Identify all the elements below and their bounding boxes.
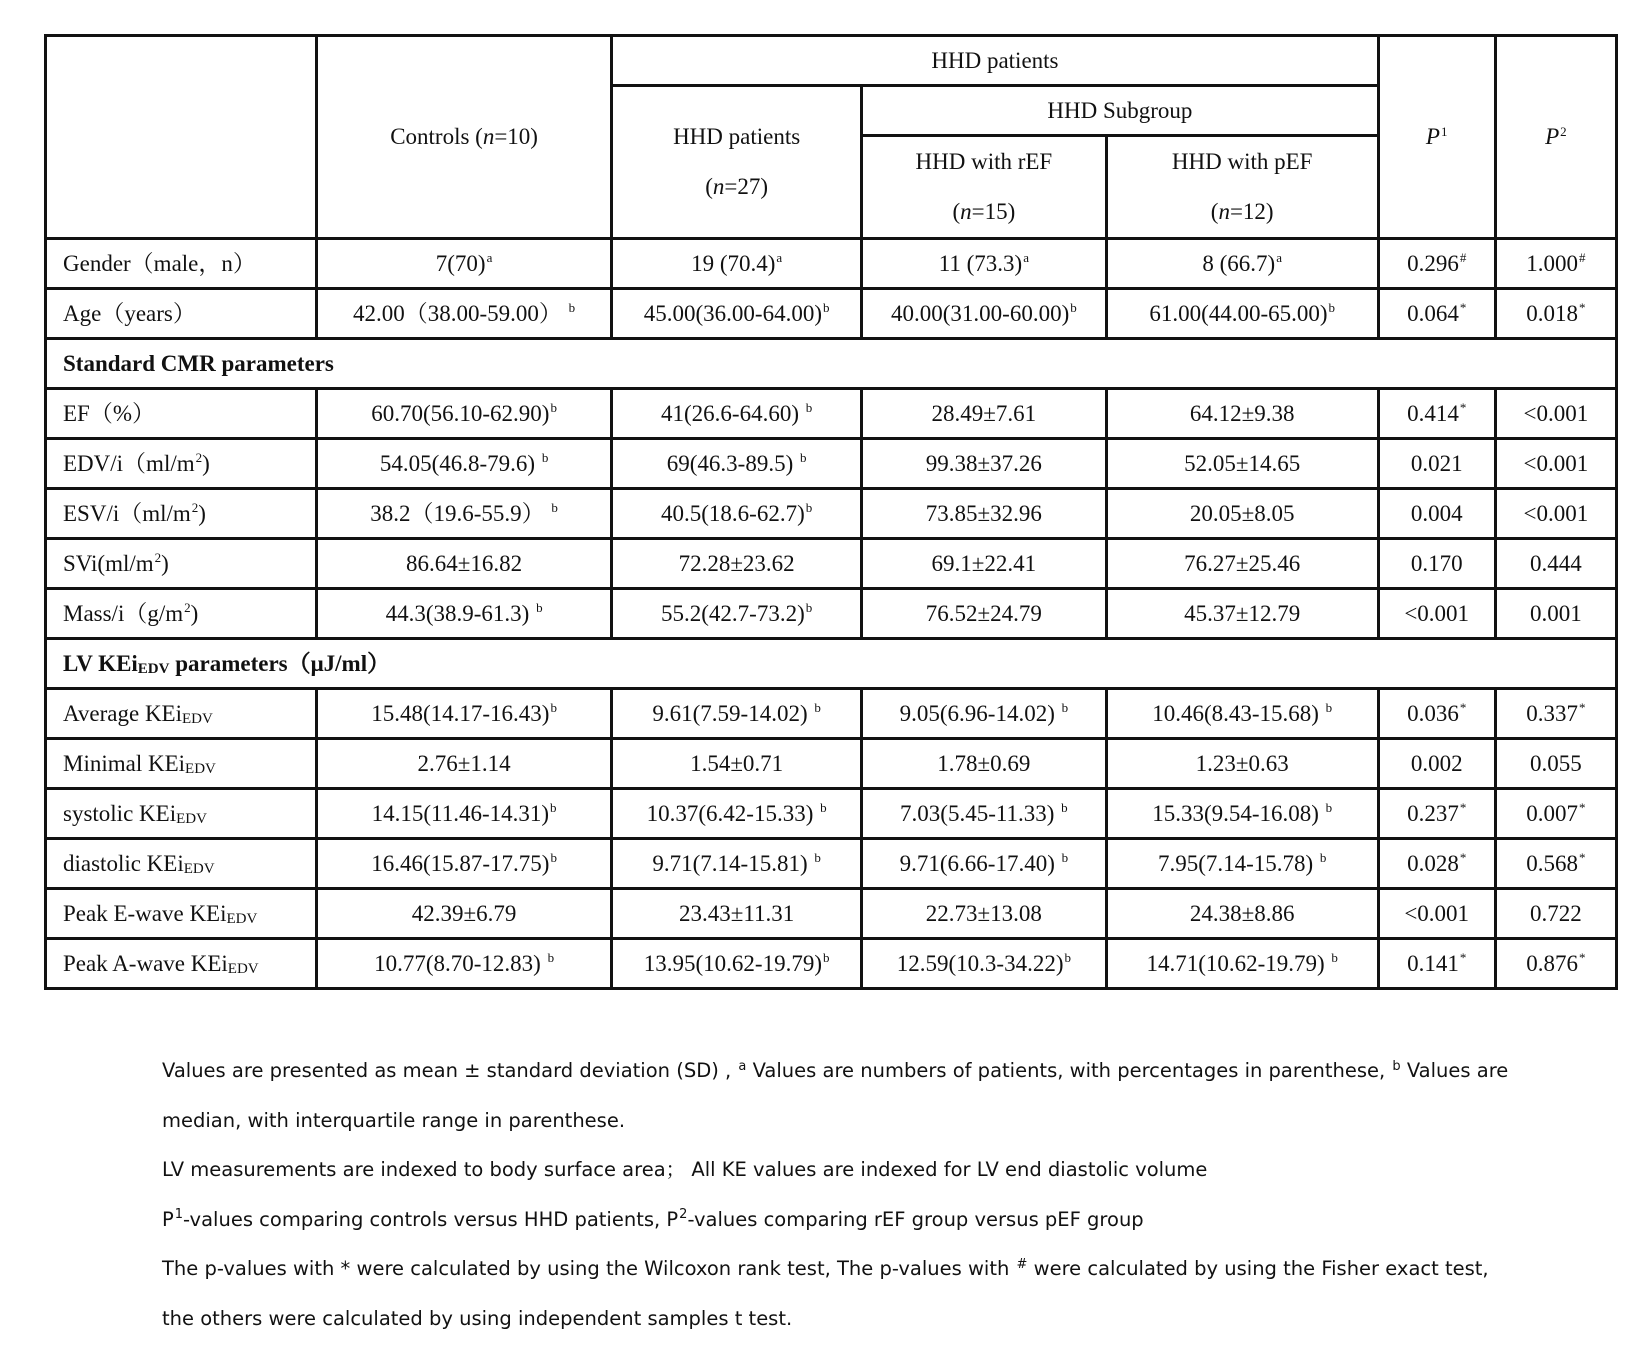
- cell: <0.001: [1378, 889, 1495, 939]
- cell: 0.036*: [1378, 689, 1495, 739]
- cell: 72.28±23.62: [612, 539, 862, 589]
- table-row-edv: [46, 439, 1617, 489]
- table-row-peak-e: [46, 889, 1617, 939]
- cell: 1.78±0.69: [862, 739, 1107, 789]
- row-label: EF（%）: [46, 389, 317, 439]
- row-label: Mass/$i(g/m^2)$: [46, 589, 317, 639]
- section-title: Standard CMR parameters: [46, 339, 1617, 389]
- header-hhd-patients: HHD patients (n=27): [612, 86, 862, 239]
- cell: 0.001: [1495, 589, 1616, 639]
- cell: $61.00(44.00-65.00)^b$: [1106, 289, 1378, 339]
- cell: $45.00(36.00-64.00)^b$: [612, 289, 862, 339]
- cell: $13.95(10.62-19.79)^b$: [612, 939, 862, 989]
- cell: <0.001: [1378, 589, 1495, 639]
- cell: 0.004: [1378, 489, 1495, 539]
- row-label: EDV/$i(ml/m^2)$: [46, 439, 317, 489]
- cell: $7(70)^a$: [316, 239, 611, 289]
- header-row-1: [46, 36, 1617, 86]
- cell: 11 $(73.3)^a$: [862, 239, 1107, 289]
- header-pef: HHD with pEF (n=12): [1106, 136, 1378, 239]
- header-p1: $P^1$: [1378, 36, 1495, 239]
- footnote-line-1: Values are presented as mean ± standard deviation (SD) , $^a$ Values are numbers of patients, with percentages in parenthese, $^b$ Values are: [162, 1058, 1509, 1082]
- table-row-mass: [46, 589, 1617, 639]
- header-subgroup: HHD Subgroup: [862, 86, 1379, 136]
- cell: 0.018*: [1495, 289, 1616, 339]
- cell: 42.39±6.79: [316, 889, 611, 939]
- table-row-svi: [46, 539, 1617, 589]
- cell: 0.414*: [1378, 389, 1495, 439]
- cell: 0.170: [1378, 539, 1495, 589]
- row-label: diastolic KEi$_{EDV}$: [46, 839, 317, 889]
- cell: $55.2(42.7-73.2)^b$: [612, 589, 862, 639]
- row-label: ESV/$i(ml/m^2)$: [46, 489, 317, 539]
- header-p2: $P^2$: [1495, 36, 1616, 239]
- cell: 10.77(8.70-12.83) $^b$: [316, 939, 611, 989]
- table-footnotes: [162, 1046, 1582, 1343]
- cell: $14.15(11.46-14.31)^b$: [316, 789, 611, 839]
- table-row-minimal: [46, 739, 1617, 789]
- cell: 0.568*: [1495, 839, 1616, 889]
- cell: 0.141*: [1378, 939, 1495, 989]
- cell: 9.71(7.14-15.81) $^b$: [612, 839, 862, 889]
- row-label: Gender（male，n）: [46, 239, 317, 289]
- cell: $60.70(56.10-62.90)^b$: [316, 389, 611, 439]
- table-row-gender: [46, 239, 1617, 289]
- row-label: systolic KEi$_{EDV}$: [46, 789, 317, 839]
- cell: 69(46.3-89.5) $^b$: [612, 439, 862, 489]
- cell: $40.5(18.6-62.7)^b$: [612, 489, 862, 539]
- cell: 2.76±1.14: [316, 739, 611, 789]
- table-row-average: [46, 689, 1617, 739]
- header-ref: HHD with rEF (n=15): [862, 136, 1107, 239]
- header-empty-cell: [46, 36, 317, 239]
- cell: 0.028*: [1378, 839, 1495, 889]
- cell: 7.95(7.14-15.78) $^b$: [1106, 839, 1378, 889]
- header-hhd-group: HHD patients: [612, 36, 1379, 86]
- section-row-cmr: [46, 339, 1617, 389]
- cell: 52.05±14.65: [1106, 439, 1378, 489]
- cell: 1.54±0.71: [612, 739, 862, 789]
- row-label: Peak A-wave KEi$_{EDV}$: [46, 939, 317, 989]
- table-row-systolic: [46, 789, 1617, 839]
- row-label: Peak E-wave KEi$_{EDV}$: [46, 889, 317, 939]
- header-controls: Controls (n=10): [316, 36, 611, 239]
- table-row-diastolic: [46, 839, 1617, 889]
- footnote-line-3: LV measurements are indexed to body surface area； All KE values are indexed for LV end diastolic volume: [162, 1158, 1208, 1181]
- cell: 45.37±12.79: [1106, 589, 1378, 639]
- cell: 42.00（38.00-59.00） $^b$: [316, 289, 611, 339]
- cell: 86.64±16.82: [316, 539, 611, 589]
- cell: $12.59(10.3-34.22)^b$: [862, 939, 1107, 989]
- footnote-line-2: median, with interquartile range in parenthese.: [162, 1108, 626, 1132]
- cell: 76.27±25.46: [1106, 539, 1378, 589]
- cell: 0.021: [1378, 439, 1495, 489]
- cell: 0.064*: [1378, 289, 1495, 339]
- footnote-line-5: The p-values with * were calculated by using the Wilcoxon rank test, The p-values with # were calculated by using the Fisher exact test,: [162, 1256, 1489, 1280]
- cell: <0.001: [1495, 489, 1616, 539]
- cell: 0.444: [1495, 539, 1616, 589]
- cell: 54.05(46.8-79.6) $^b$: [316, 439, 611, 489]
- cell: 0.007*: [1495, 789, 1616, 839]
- cell: 0.722: [1495, 889, 1616, 939]
- cell: <0.001: [1495, 439, 1616, 489]
- table-row-ef: [46, 389, 1617, 439]
- cell: 0.296#: [1378, 239, 1495, 289]
- row-label: Average KEi$_{EDV}$: [46, 689, 317, 739]
- cell: $16.46(15.87-17.75)^b$: [316, 839, 611, 889]
- cell: 0.876*: [1495, 939, 1616, 989]
- cell: 0.237*: [1378, 789, 1495, 839]
- cell: 28.49±7.61: [862, 389, 1107, 439]
- cell: 19 $(70.4)^a$: [612, 239, 862, 289]
- cell: 1.23±0.63: [1106, 739, 1378, 789]
- cell: 0.055: [1495, 739, 1616, 789]
- cell: 0.002: [1378, 739, 1495, 789]
- cell: 9.61(7.59-14.02) $^b$: [612, 689, 862, 739]
- results-table: [44, 34, 1618, 990]
- cell: $15.48(14.17-16.43)^b$: [316, 689, 611, 739]
- footnote-line-4: $P^1$-values comparing controls versus HHD patients, $P^2$-values comparing rEF group versus pEF group: [162, 1207, 1144, 1231]
- row-label: Age（years）: [46, 289, 317, 339]
- cell: 7.03(5.45-11.33) $^b$: [862, 789, 1107, 839]
- cell: 10.37(6.42-15.33) $^b$: [612, 789, 862, 839]
- table-row-peak-a: [46, 939, 1617, 989]
- cell: 38.2（19.6-55.9） $^b$: [316, 489, 611, 539]
- cell: 1.000#: [1495, 239, 1616, 289]
- cell: 64.12±9.38: [1106, 389, 1378, 439]
- cell: 8 $(66.7)^a$: [1106, 239, 1378, 289]
- cell: 44.3(38.9-61.3) $^b$: [316, 589, 611, 639]
- cell: 0.337*: [1495, 689, 1616, 739]
- cell: 24.38±8.86: [1106, 889, 1378, 939]
- section-title: LV KEi$_{EDV}$ parameters（μJ/ml）: [46, 639, 1617, 689]
- cell: 9.05(6.96-14.02) $^b$: [862, 689, 1107, 739]
- cell: 41(26.6-64.60) $^b$: [612, 389, 862, 439]
- cell: 20.05±8.05: [1106, 489, 1378, 539]
- cell: 23.43±11.31: [612, 889, 862, 939]
- section-row-ke: [46, 639, 1617, 689]
- cell: 69.1±22.41: [862, 539, 1107, 589]
- row-label: Minimal KEi$_{EDV}$: [46, 739, 317, 789]
- table-row-esv: [46, 489, 1617, 539]
- row-label: $SVi(ml/m^2)$: [46, 539, 317, 589]
- cell: 15.33(9.54-16.08) $^b$: [1106, 789, 1378, 839]
- cell: 10.46(8.43-15.68) $^b$: [1106, 689, 1378, 739]
- table-row-age: [46, 289, 1617, 339]
- cell: $40.00(31.00-60.00)^b$: [862, 289, 1107, 339]
- cell: 9.71(6.66-17.40) $^b$: [862, 839, 1107, 889]
- cell: 73.85±32.96: [862, 489, 1107, 539]
- cell: 99.38±37.26: [862, 439, 1107, 489]
- cell: 22.73±13.08: [862, 889, 1107, 939]
- footnote-line-6: the others were calculated by using independent samples t test.: [162, 1306, 793, 1330]
- cell: <0.001: [1495, 389, 1616, 439]
- cell: 76.52±24.79: [862, 589, 1107, 639]
- cell: 14.71(10.62-19.79) $^b$: [1106, 939, 1378, 989]
